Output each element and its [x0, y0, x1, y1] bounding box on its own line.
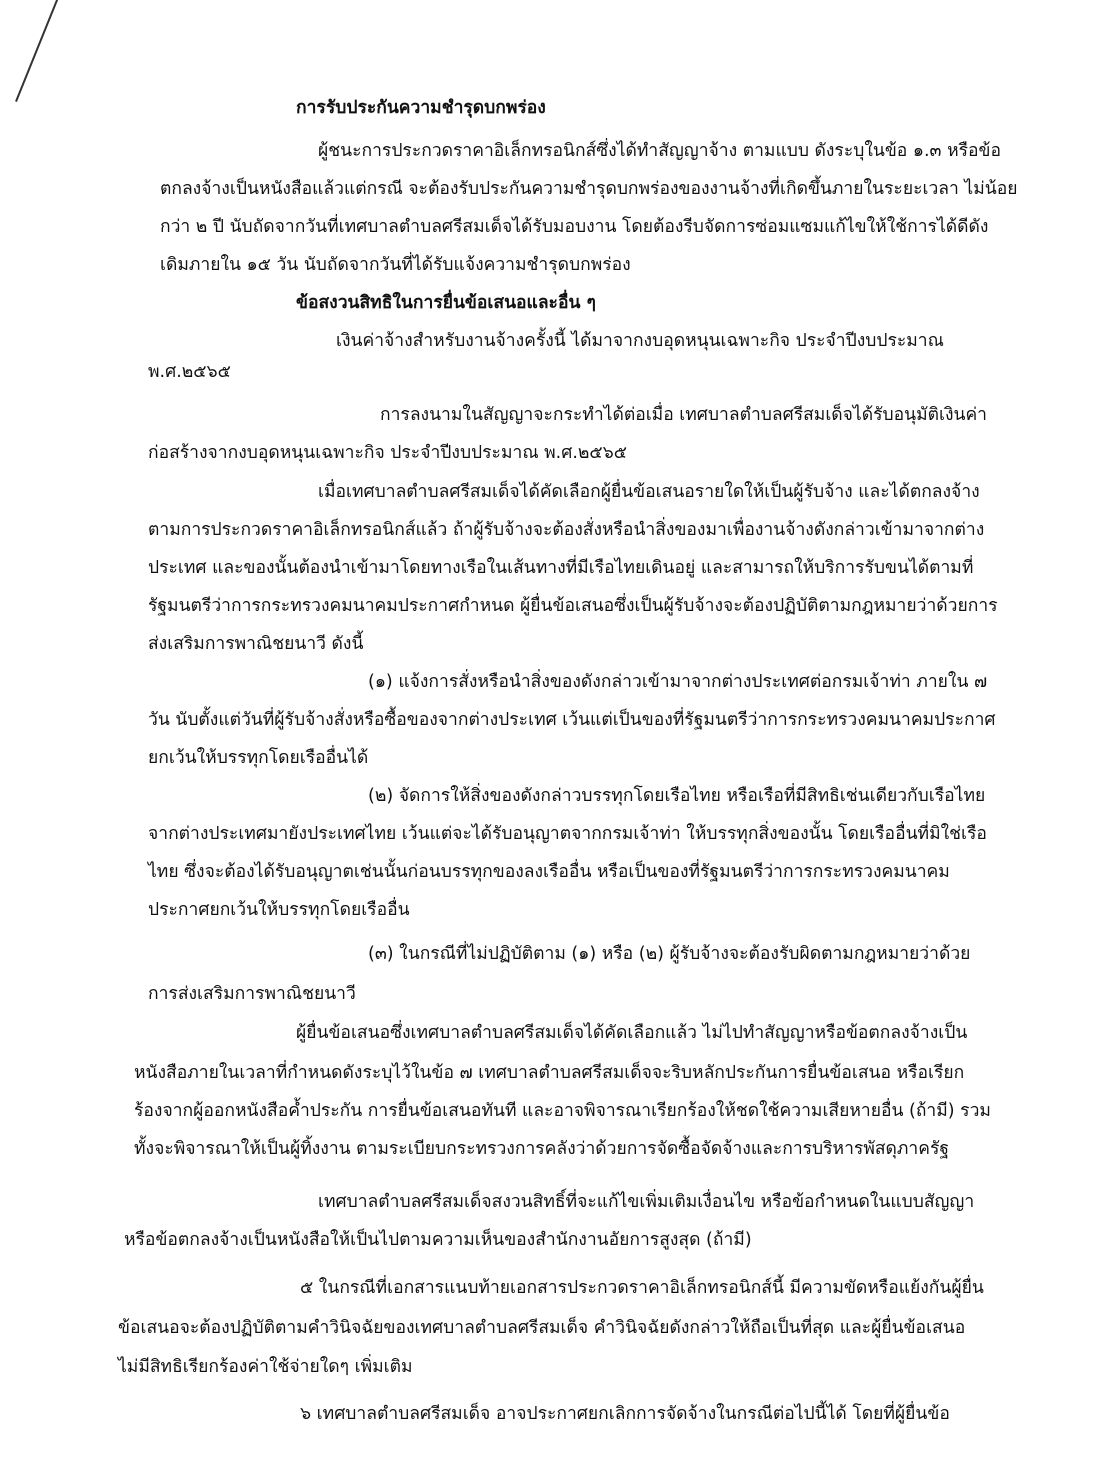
- paragraph-line: ข้อเสนอจะต้องปฏิบัติตามคำวินิจฉัยของเทศบาลตำบลศรีสมเด็จ คำวินิจฉัยดังกล่าวให้ถือเป็นที่สุด และผู้ยื่นข้อเสนอ: [118, 1318, 966, 1338]
- paragraph-line: เมื่อเทศบาลตำบลศรีสมเด็จได้คัดเลือกผู้ยื่นข้อเสนอรายใดให้เป็นผู้รับจ้าง และได้ตกลงจ้าง: [318, 482, 980, 502]
- paragraph-line: กว่า ๒ ปี นับถัดจากวันที่เทศบาลตำบลศรีสมเด็จได้รับมอบงาน โดยต้องรีบจัดการซ่อมแซมแก้ไขให้ใช้การได้ดีดัง: [160, 217, 989, 237]
- paragraph-line: ส่งเสริมการพาณิชยนาวี ดังนี้: [148, 634, 364, 654]
- section-heading-reservation: ข้อสงวนสิทธิในการยื่นข้อเสนอและอื่น ๆ: [296, 293, 596, 313]
- section-heading-warranty: การรับประกันความชำรุดบกพร่อง: [296, 98, 546, 118]
- list-item-line: ไทย ซึ่งจะต้องได้รับอนุญาตเช่นนั้นก่อนบรรทุกของลงเรืออื่น หรือเป็นของที่รัฐมนตรีว่าการกระทรวงคมนาคม: [148, 862, 950, 882]
- numbered-paragraph-line: ๕ ในกรณีที่เอกสารแนบท้ายเอกสารประกวดราคาอิเล็กทรอนิกส์นี้ มีความขัดหรือแย้งกันผู้ยื่น: [300, 1278, 984, 1298]
- list-item-line: จากต่างประเทศมายังประเทศไทย เว้นแต่จะได้รับอนุญาตจากกรมเจ้าท่า ให้บรรทุกสิ่งของนั้น โดยเรืออื่นที่มิใช่เรือ: [148, 824, 987, 844]
- list-item-line: (๒) จัดการให้สิ่งของดังกล่าวบรรทุกโดยเรือไทย หรือเรือที่มีสิทธิเช่นเดียวกับเรือไทย: [368, 786, 986, 806]
- paragraph-line: ทั้งจะพิจารณาให้เป็นผู้ทิ้งงาน ตามระเบียบกระทรวงการคลังว่าด้วยการจัดซื้อจัดจ้างและการบริหารพัสดุภาครัฐ: [134, 1139, 950, 1159]
- list-item-line: ยกเว้นให้บรรทุกโดยเรืออื่นได้: [148, 748, 369, 768]
- paragraph-line: ประเทศ และของนั้นต้องนำเข้ามาโดยทางเรือในเส้นทางที่มีเรือไทยเดินอยู่ และสามารถให้บริการรับขนได้ตามที่: [148, 558, 974, 578]
- paragraph-line: หนังสือภายในเวลาที่กำหนดดังระบุไว้ในข้อ ๗ เทศบาลตำบลศรีสมเด็จจะริบหลักประกันการยื่นข้อเสนอ หรือเรียก: [134, 1063, 965, 1083]
- list-item-line: การส่งเสริมการพาณิชยนาวี: [148, 984, 356, 1004]
- paragraph-line: พ.ศ.๒๕๖๕: [148, 362, 231, 382]
- paragraph-line: ร้องจากผู้ออกหนังสือค้ำประกัน การยื่นข้อเสนอทันที และอาจพิจารณาเรียกร้องให้ชดใช้ความเสียหายอื่น (ถ้ามี) รวม: [134, 1101, 991, 1121]
- paragraph-line: ก่อสร้างจากงบอุดหนุนเฉพาะกิจ ประจำปีงบประมาณ พ.ศ.๒๕๖๕: [148, 443, 628, 463]
- paragraph-line: ไม่มีสิทธิเรียกร้องค่าใช้จ่ายใดๆ เพิ่มเติม: [118, 1357, 413, 1377]
- paragraph-line: เดิมภายใน ๑๕ วัน นับถัดจากวันที่ได้รับแจ้งความชำรุดบกพร่อง: [160, 255, 631, 275]
- paragraph-line: ตามการประกวดราคาอิเล็กทรอนิกส์แล้ว ถ้าผู้รับจ้างจะต้องสั่งหรือนำสิ่งของมาเพื่องานจ้างดังกล่าวเข้ามาจากต่าง: [148, 520, 985, 540]
- paragraph-line: หรือข้อตกลงจ้างเป็นหนังสือให้เป็นไปตามความเห็นของสำนักงานอัยการสูงสุด (ถ้ามี): [124, 1230, 752, 1250]
- paragraph-line: เทศบาลตำบลศรีสมเด็จสงวนสิทธิ์ที่จะแก้ไขเพิ่มเติมเงื่อนไข หรือข้อกำหนดในแบบสัญญา: [318, 1192, 975, 1212]
- list-item-line: วัน นับตั้งแต่วันที่ผู้รับจ้างสั่งหรือซื้อของจากต่างประเทศ เว้นแต่เป็นของที่รัฐมนตรีว่าการกระทรวงคมนาคมประกาศ: [148, 710, 996, 730]
- list-item-line: (๓) ในกรณีที่ไม่ปฏิบัติตาม (๑) หรือ (๒) ผู้รับจ้างจะต้องรับผิดตามกฎหมายว่าด้วย: [368, 944, 971, 964]
- paragraph-line: รัฐมนตรีว่าการกระทรวงคมนาคมประกาศกำหนด ผู้ยื่นข้อเสนอซึ่งเป็นผู้รับจ้างจะต้องปฏิบัติตามกฎหมายว่าด้วยการ: [148, 596, 998, 616]
- paragraph-line: ผู้ชนะการประกวดราคาอิเล็กทรอนิกส์ซึ่งได้ทำสัญญาจ้าง ตามแบบ ดังระบุในข้อ ๑.๓ หรือข้อ: [318, 141, 1001, 161]
- paragraph-line: เงินค่าจ้างสำหรับงานจ้างครั้งนี้ ได้มาจากงบอุดหนุนเฉพาะกิจ ประจำปีงบประมาณ: [336, 331, 944, 351]
- paragraph-line: การลงนามในสัญญาจะกระทำได้ต่อเมื่อ เทศบาลตำบลศรีสมเด็จได้รับอนุมัติเงินค่า: [380, 405, 987, 425]
- scan-edge-mark: [15, 0, 62, 102]
- numbered-paragraph-line: ๖ เทศบาลตำบลศรีสมเด็จ อาจประกาศยกเลิกการจัดจ้างในกรณีต่อไปนี้ได้ โดยที่ผู้ยื่นข้อ: [300, 1404, 950, 1424]
- paragraph-line: ผู้ยื่นข้อเสนอซึ่งเทศบาลตำบลศรีสมเด็จได้คัดเลือกแล้ว ไม่ไปทำสัญญาหรือข้อตกลงจ้างเป็น: [296, 1023, 968, 1043]
- paragraph-line: ตกลงจ้างเป็นหนังสือแล้วแต่กรณี จะต้องรับประกันความชำรุดบกพร่องของงานจ้างที่เกิดขึ้นภายในระยะเวลา ไม่น้อย: [160, 179, 1018, 199]
- list-item-line: ประกาศยกเว้นให้บรรทุกโดยเรืออื่น: [148, 900, 410, 920]
- list-item-line: (๑) แจ้งการสั่งหรือนำสิ่งของดังกล่าวเข้ามาจากต่างประเทศต่อกรมเจ้าท่า ภายใน ๗: [368, 672, 988, 692]
